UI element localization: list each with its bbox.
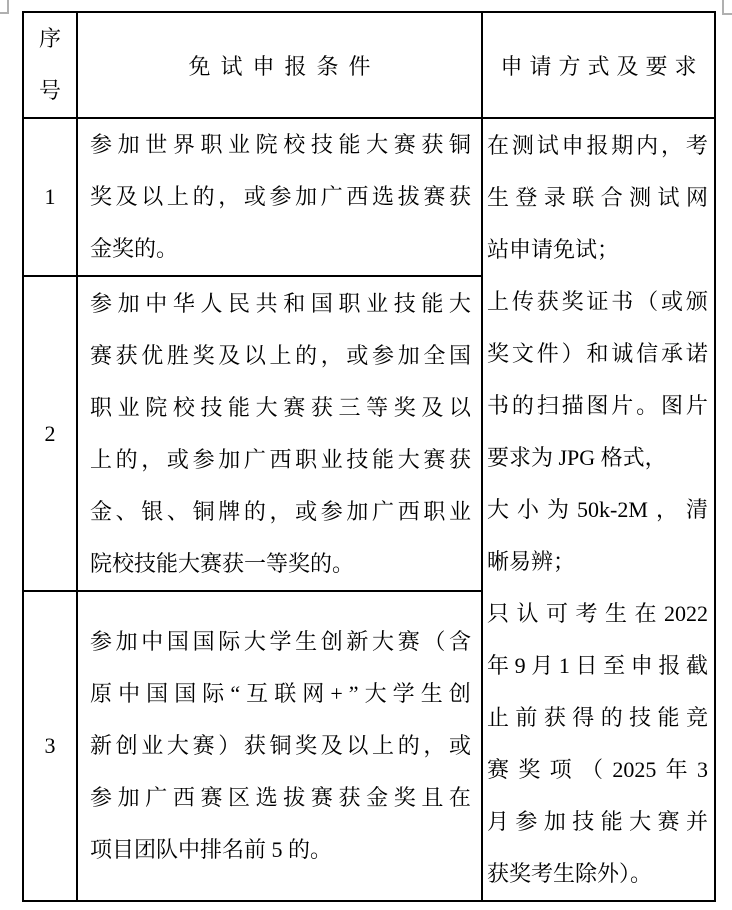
row-number: 2 [23, 276, 77, 591]
header-seq-char-1: 序 [38, 26, 61, 51]
text-line: 月 参 加 技 能 大 赛 并 [487, 808, 708, 834]
text-line: 奖 及 以 上 的 ， 或 参 加 广 西 选 拔 赛 获 [90, 184, 471, 209]
text-line: 金奖的。 [90, 236, 179, 261]
text-line: 在 测 试 申 报 期 内 ， 考 [487, 132, 708, 158]
text-line: 金 、 银 、 铜 牌 的 ， 或 参 加 广 西 职 业 [90, 498, 471, 524]
text-line: 院校技能大赛获一等奖的。 [90, 550, 355, 576]
text-line: 站申请免试； [487, 236, 620, 262]
text-line: 止 前 获 得 的 技 能 竞 [487, 704, 708, 730]
text-line: 参 加 世 界 职 业 院 校 技 能 大 赛 获 铜 [90, 132, 471, 157]
header-conditions: 免试申报条件 [77, 12, 482, 118]
text-line: 要求为 JPG 格式， [487, 444, 667, 470]
text-line: 职 业 院 校 技 能 大 赛 获 三 等 奖 及 以 [90, 394, 471, 420]
row-number: 3 [23, 591, 77, 901]
text-line: 大 小 为 50k-2M ， 清 [487, 496, 708, 522]
text-line: 上 传 获 奖 证 书 （ 或 颁 [487, 288, 708, 314]
text-line: 年 9 月 1 日 至 申 报 截 [487, 652, 708, 678]
text-line: 生 登 录 联 合 测 试 网 [487, 184, 708, 210]
text-line: 只 认 可 考 生 在 2022 [487, 600, 708, 626]
text-line: 参 加 中 国 国 际 大 学 生 创 新 大 赛 （ 含 [90, 629, 471, 654]
text-line: 赛 获 优 胜 奖 及 以 上 的 ， 或 参 加 全 国 [90, 342, 471, 368]
text-line: 上 的 ， 或 参 加 广 西 职 业 技 能 大 赛 获 [90, 446, 471, 472]
condition-cell [77, 591, 482, 901]
requirements-cell [482, 118, 715, 901]
text-line: 获奖考生除外）。 [487, 860, 653, 886]
text-line: 参 加 广 西 赛 区 选 拔 赛 获 金 奖 且 在 [90, 785, 471, 810]
text-line: 晰易辨； [487, 548, 576, 574]
text-line: 奖 文 件 ） 和 诚 信 承 诺 [487, 340, 708, 366]
header-requirements: 申请方式及要求 [482, 12, 715, 118]
text-line: 原 中 国 国 际 “ 互 联 网 + ” 大 学 生 创 [90, 681, 471, 706]
table-header-row [23, 12, 715, 118]
text-line: 新 创 业 大 赛 ） 获 铜 奖 及 以 上 的 ， 或 [90, 733, 471, 758]
condition-cell [77, 276, 482, 591]
table-row-1 [23, 118, 715, 276]
page-fragment-top-right [722, 0, 732, 15]
text-line: 项目团队中排名前 5 的。 [90, 837, 333, 862]
exemption-table [22, 11, 716, 902]
header-seq-char-2: 号 [38, 78, 61, 103]
header-seq-no [23, 12, 77, 118]
condition-cell [77, 118, 482, 276]
text-line: 书 的 扫 描 图 片 。 图 片 [487, 392, 708, 418]
text-line: 参 加 中 华 人 民 共 和 国 职 业 技 能 大 [90, 290, 471, 316]
page-fragment-top-left [0, 0, 9, 14]
row-number: 1 [23, 118, 77, 276]
text-line: 赛 奖 项 （ 2025 年 3 [487, 756, 708, 782]
